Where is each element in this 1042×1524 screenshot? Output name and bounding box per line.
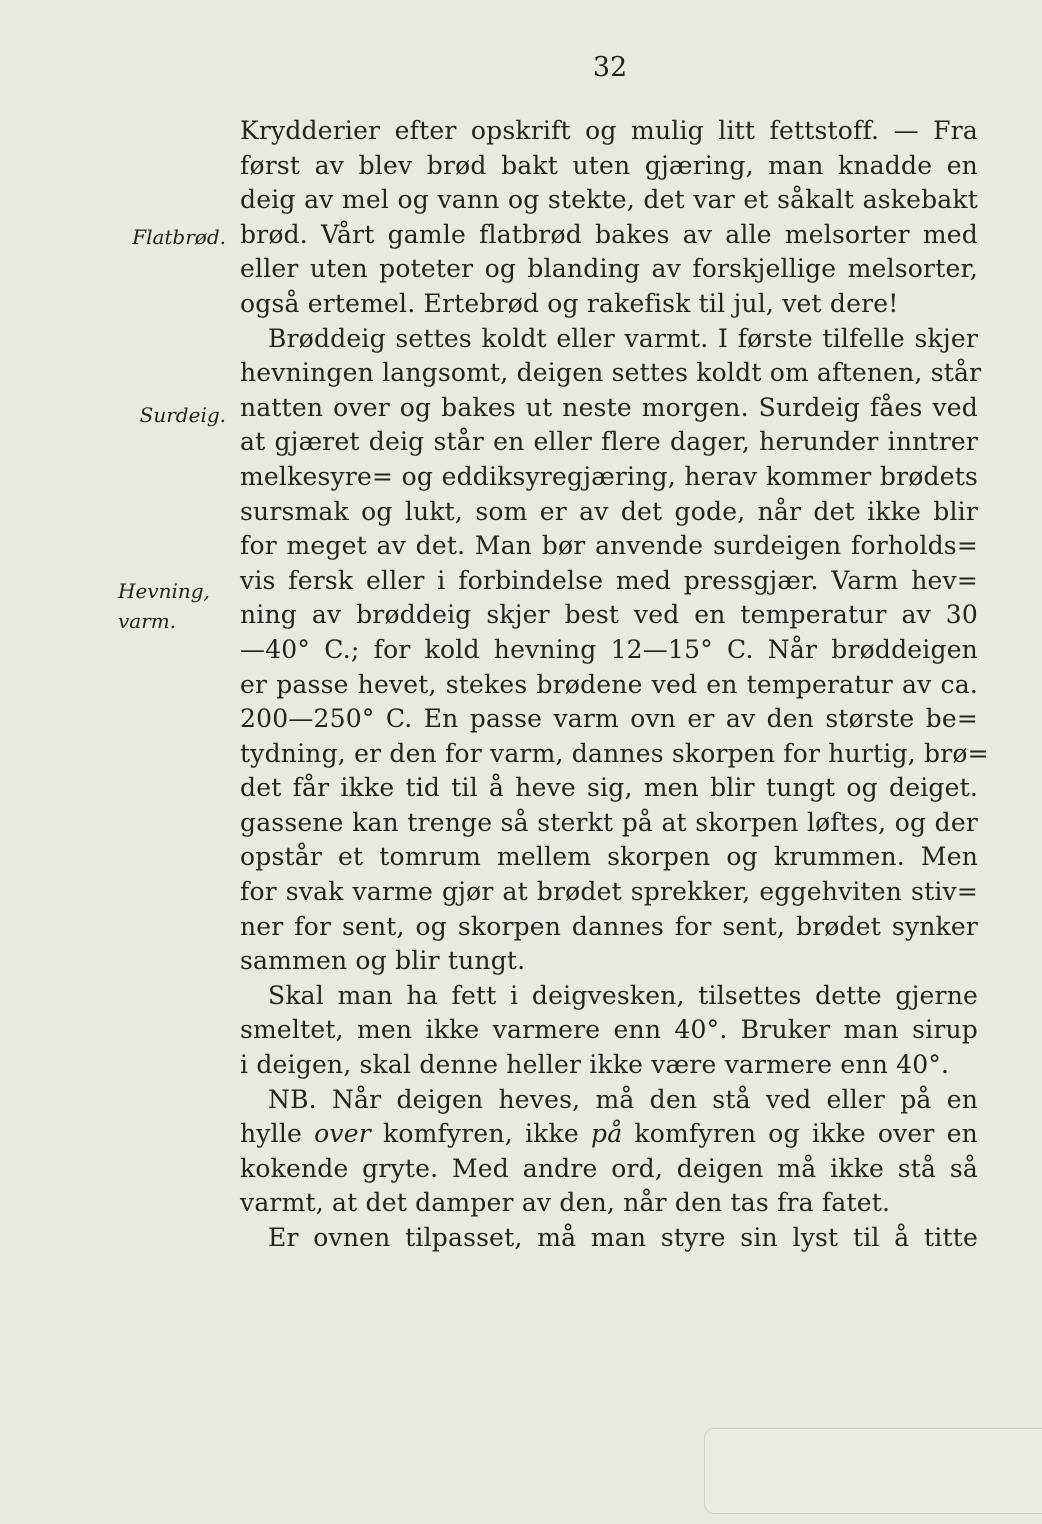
text-span: hylle [240,1119,315,1149]
text-span: komfyren og ikke over en [622,1119,978,1149]
text-line: for svak varme gjør at brødet sprekker, eggehviten stiv= [240,877,978,907]
text-line: opstår et tomrum mellem skorpen og krummen. Men [240,842,978,872]
margin-note-flatbrod: Flatbrød. [132,225,226,249]
text-line: —40° C.; for kold hevning 12—15° C. Når brøddeigen [240,634,978,664]
emphasis-over: over [314,1119,371,1149]
margin-note-varm: varm. [118,609,177,633]
text-line: for meget av det. Man bør anvende surdeigen forholds= [240,531,978,561]
margin-note-surdeig: Surdeig. [139,403,226,427]
text-line: Skal man ha fett i deigvesken, tilsettes dette gjerne [268,980,978,1010]
text-line: kokende gryte. Med andre ord, deigen må ikke stå så [240,1153,978,1183]
text-line [240,1117,978,1152]
text-line: Brøddeig settes koldt eller varmt. I første tilfelle skjer [268,323,978,353]
scan-frame-box [704,1428,1042,1514]
text-line: sammen og blir tungt. [240,946,526,976]
text-line: melkesyre= og eddiksyregjæring, herav kommer brødets [240,461,978,491]
margin-note-hevning: Hevning, [118,579,210,603]
text-line: ning av brøddeig skjer best ved en temperatur av 30 [240,600,978,630]
text-line: i deigen, skal denne heller ikke være varmere enn 40°. [240,1050,950,1080]
text-line: også ertemel. Ertebrød og rakefisk til jul, vet dere! [240,288,899,318]
text-line: 200—250° C. En passe varm ovn er av den største be= [240,704,978,734]
text-line: eller uten poteter og blanding av forskjellige melsorter, [240,254,978,284]
text-line: NB. Når deigen heves, må den stå ved eller på en [268,1084,978,1114]
text-line: Er ovnen tilpasset, må man styre sin lyst til å titte [268,1223,978,1252]
text-line: det får ikke tid til å heve sig, men blir tungt og deiget. [240,773,978,803]
text-line: ner for sent, og skorpen dannes for sent, brødet synker [240,911,978,941]
text-line: gassene kan trenge så sterkt på at skorpen løftes, og der [240,807,978,837]
text-line: at gjæret deig står en eller flere dager, herunder inntrer [240,427,978,457]
text-line: tydning, er den for varm, dannes skorpen for hurtig, brø= [240,738,989,768]
body-text [240,114,989,1256]
text-line: hevningen langsomt, deigen settes koldt om aftenen, står [240,358,982,388]
text-line: deig av mel og vann og stekte, det var et såkalt askebakt [240,185,978,215]
text-line: er passe hevet, stekes brødene ved en temperatur av ca. [240,669,978,699]
page-number: 32 [592,52,628,83]
text-line: sursmak og lukt, som er av det gode, når det ikke blir [240,496,978,526]
text-span: komfyren, ikke [370,1119,591,1149]
text-line: brød. Vårt gamle flatbrød bakes av alle melsorter med [240,219,978,249]
text-line: Krydderier efter opskrift og mulig litt fettstoff. — Fra [240,116,978,145]
emphasis-pa: på [591,1119,623,1149]
text-line: smeltet, men ikke varmere enn 40°. Bruker man sirup [240,1015,978,1045]
text-line: natten over og bakes ut neste morgen. Surdeig fåes ved [240,392,978,422]
text-line: varmt, at det damper av den, når den tas fra fatet. [240,1188,891,1218]
text-line: først av blev brød bakt uten gjæring, man knadde en [240,150,978,180]
text-line: vis fersk eller i forbindelse med pressgjær. Varm hev= [240,565,978,595]
